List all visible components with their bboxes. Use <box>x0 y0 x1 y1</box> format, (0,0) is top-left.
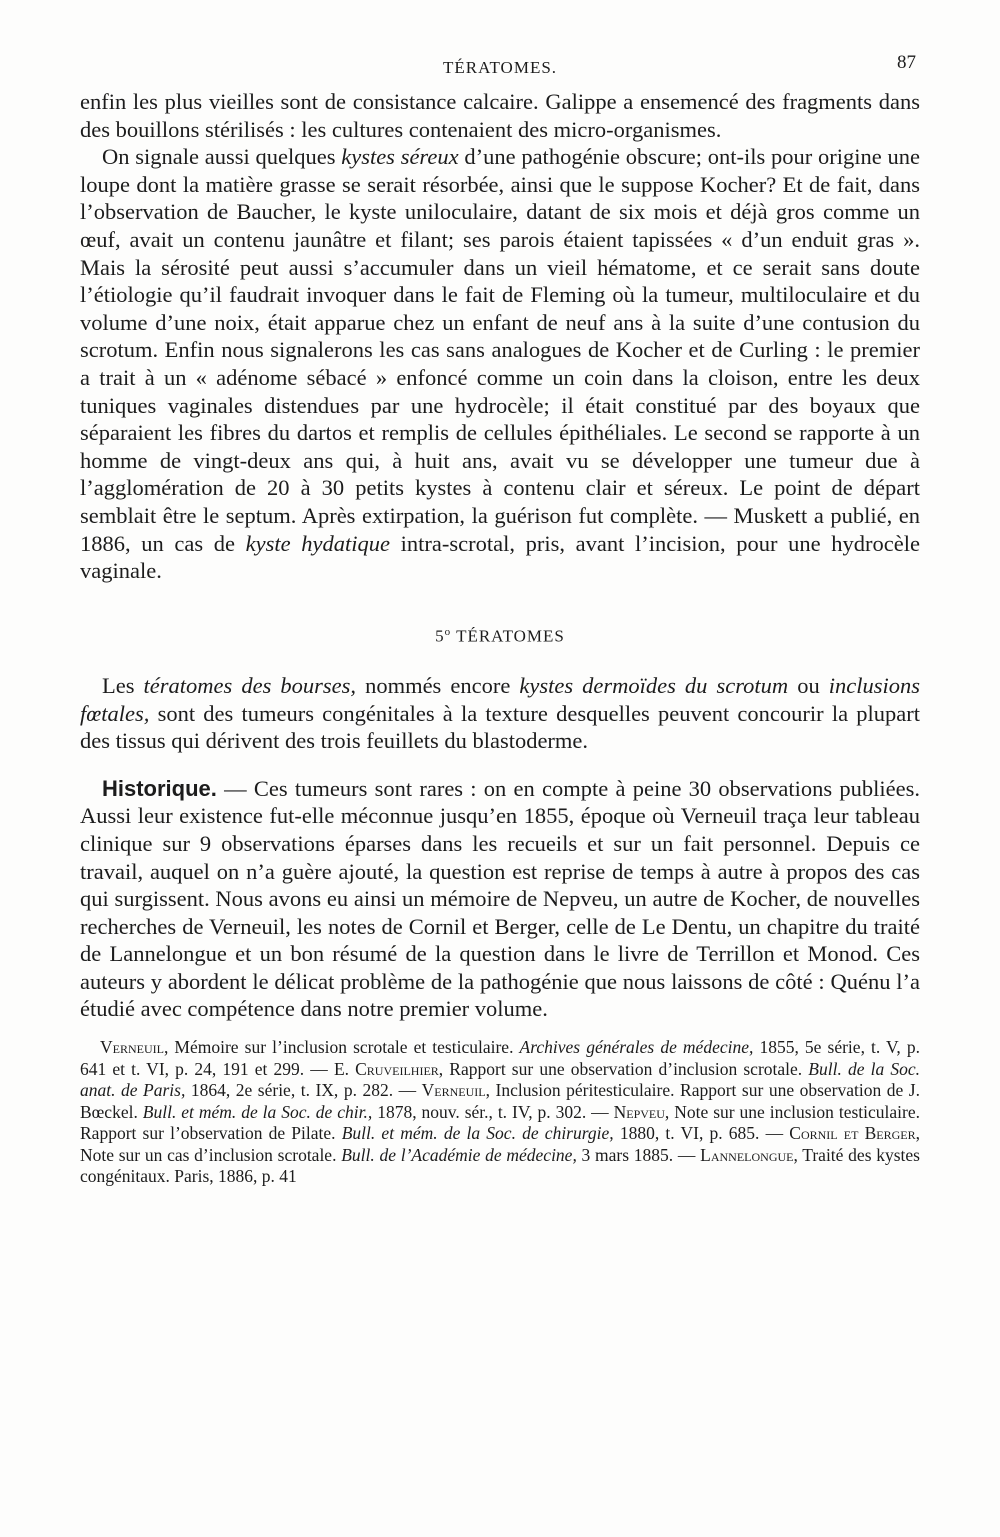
italic-term: tératomes des bourses, <box>143 672 357 698</box>
italic-term: kyste hydatique <box>245 530 391 556</box>
bibliography-notes <box>80 1037 920 1188</box>
note-text: , Inclusion péritesticulaire. Rapport sur une observation de J. Bœckel. <box>80 1080 920 1122</box>
paragraph-historique <box>80 775 920 1023</box>
running-title: TÉRATOMES. <box>442 58 558 77</box>
section-heading <box>80 619 920 650</box>
note-text: 1864, 2e série, t. IX, p. 282. — <box>185 1080 422 1101</box>
section-number-superscript: o <box>444 625 452 638</box>
note-text: 3 mars 1885. — <box>576 1144 701 1165</box>
bibliography-paragraph <box>80 1037 920 1188</box>
page-number: 87 <box>897 52 916 73</box>
journal-title: Bull. de la Soc. anat. de Paris, <box>80 1058 920 1101</box>
note-text: , Rapport sur une observation d’inclusion scrotale. <box>438 1058 809 1079</box>
note-text: 1855, 5e série, t. V, p. 641 et t. VI, p. 24, 191 et 299. — <box>80 1037 921 1079</box>
historique-label: Historique. <box>102 775 217 801</box>
author-name: E. Cruveilhier <box>333 1058 439 1079</box>
body-text <box>80 88 920 1188</box>
text-run: On signale aussi quelques <box>102 144 342 170</box>
text-run: ou <box>788 672 829 698</box>
historique-text: — Ces tumeurs sont rares : on en compte à peine 30 observations publiées. Aussi leur existence fut-elle méconnue jusqu’en 1855, époque où Verneuil traça leur tableau clinique sur 9 observations éparses dans les recueils et sur un fait personnel. Depuis ce travail, auquel on n’a guère ajouté, la question est reprise de temps à autre à propos des cas qui surgissent. Nous avons eu ainsi un mémoire de Nepveu, un autre de Kocher, de nouvelles recherches de Verneuil, les notes de Cornil et Berger, celle de Le Dentu, un chapitre du traité de Lannelongue et un bon résumé de la question dans le livre de Terrillon et Monod. Ces auteurs y abordent le délicat problème de la pathogénie que nous laissons de côté : Quénu l’a étudié avec compétence dans notre premier volume. <box>80 775 920 1022</box>
journal-title: Bull. et mém. de la Soc. de chirurgie, <box>341 1123 614 1144</box>
note-text: , Note sur une inclusion testiculaire. Rapport sur l’observation de Pilate. <box>80 1101 920 1144</box>
note-text: , Note sur un cas d’inclusion scrotale. <box>80 1123 921 1165</box>
text-run: nommés encore <box>356 672 520 698</box>
note-text: , Traité des kystes congénitaux. Paris, 1886, p. 41 <box>80 1144 920 1187</box>
journal-title: Bull. de l’Académie de médecine, <box>341 1144 577 1165</box>
running-head <box>80 52 920 82</box>
note-text: 1880, t. VI, p. 685. — <box>613 1123 790 1144</box>
author-name: Verneuil <box>100 1037 164 1058</box>
italic-term: inclusions fœtales, <box>80 672 921 726</box>
author-name: Nepveu <box>613 1101 665 1122</box>
note-text: 1878, nouv. sér., t. IV, p. 302. — <box>372 1101 614 1122</box>
section-title: TÉRATOMES <box>456 626 565 646</box>
text-run: Les <box>102 672 144 698</box>
journal-title: Archives générales de médecine, <box>519 1037 754 1058</box>
author-name: Verneuil <box>421 1080 486 1101</box>
text-run: d’une pathogénie obscure; ont-ils pour origine une loupe dont la matière grasse se serait résorbée, ainsi que le suppose Kocher? Et de fait, dans l’observation de Baucher, le kyste uniloculaire, datant de six mois et déjà gros comme un œuf, avait un contenu jaunâtre et filant; ses parois étaient tapissées « d’un enduit gras ». Mais la sérosité peut aussi s’accumuler dans un vieil hématome, et ce serait sans doute l’étiologie qu’il faudrait invoquer dans le fait de Fleming où la tumeur, multiloculaire et du volume d’une noix, était apparue chez un enfant de neuf ans à la suite d’une contusion du scrotum. Enfin nous signalerons les cas sans analogues de Kocher et de Curling : le premier a trait à un « adénome sébacé » enfoncé comme un coin dans la cloison, entre les deux tuniques vaginales distendues par une hydrocèle; il était constitué par des boyaux que séparaient les fibres du dartos et remplis de cellules épithéliales. Le second se rapporte à un homme de vingt-deux ans qui, à huit ans, avait vu se développer une tumeur due à l’agglomération de 20 à 30 petits kystes à contenu clair et séreux. Le point de départ semblait être le septum. Après extirpation, la guérison fut complète. — Muskett a publié, en 1886, un cas de <box>80 144 920 556</box>
section-number: 5 <box>435 626 445 646</box>
journal-title: Bull. et mém. de la Soc. de chir., <box>142 1101 373 1122</box>
paragraph-galippe <box>80 88 920 143</box>
text-run: intra-scrotal, pris, avant l’incision, pour une hydrocèle vaginale. <box>80 530 920 584</box>
paragraph-text: enfin les plus vieilles sont de consistance calcaire. Galippe a ensemencé des fragments dans des bouillons stérilisés : les cultures contenaient des micro-organismes. <box>80 89 920 142</box>
paragraph-definition <box>80 672 920 755</box>
italic-term: kystes dermoïdes du scrotum <box>519 672 789 698</box>
note-text: , Mémoire sur l’inclusion scrotale et testiculaire. <box>163 1037 520 1058</box>
spacer <box>80 755 920 775</box>
paragraph-kystes-sereux <box>80 143 920 585</box>
italic-term: kystes séreux <box>341 144 459 170</box>
text-run: sont des tumeurs congénitales à la texture desquelles peuvent concourir la plupart des tissus qui dérivent des trois feuillets du blastoderme. <box>80 700 920 754</box>
author-name: Cornil et Berger <box>789 1123 916 1144</box>
author-name: Lannelongue <box>700 1144 794 1165</box>
